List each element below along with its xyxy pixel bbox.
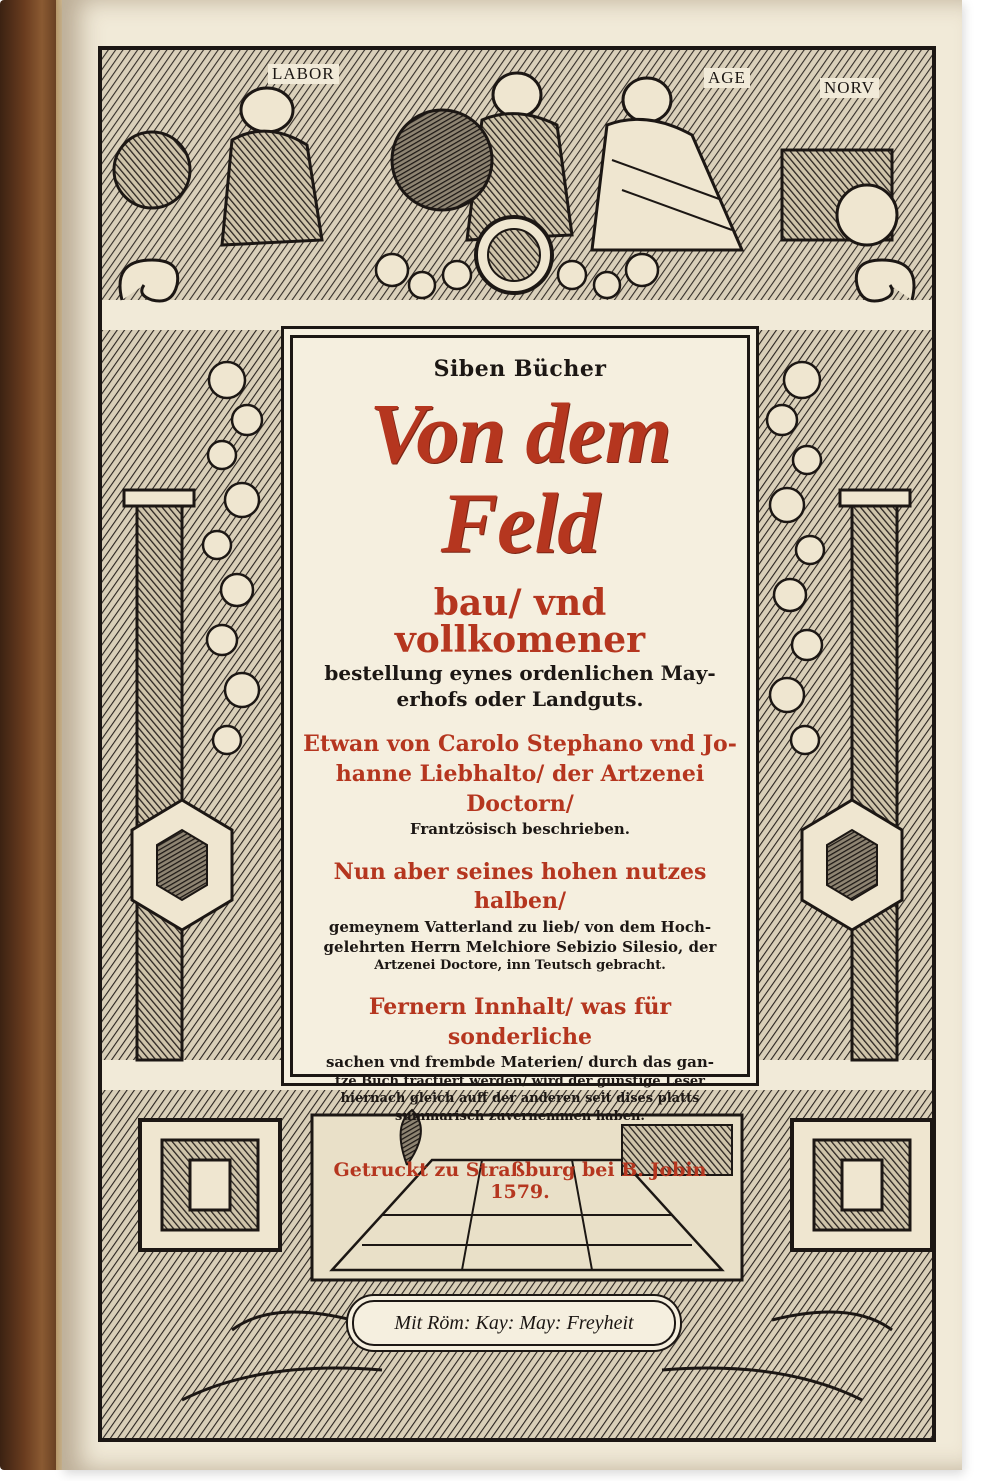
authors-line-3: Frantzösisch beschrieben. — [409, 820, 631, 839]
contents-line-4: hiernach gleich auff der anderen seit dises platts — [340, 1091, 700, 1107]
translation-line-1: Nun aber seines hohen nutzes halben/ — [333, 858, 707, 915]
translation-line-4: Artzenei Doctore, inn Teutsch gebracht. — [374, 958, 666, 974]
translation-line-3: gelehrten Herrn Melchiore Sebizio Silesio, der — [323, 938, 717, 957]
frame-label-labor: LABOR — [268, 64, 339, 84]
title-panel — [290, 335, 750, 1204]
subtitle-line-3: erhofs oder Landguts. — [396, 687, 644, 712]
frame-label-norv: NORV — [820, 78, 879, 98]
contents-line-1: Fernern Innhalt/ was für sonderliche — [368, 993, 672, 1050]
privilege-cartouche: Mit Röm: Kay: May: Freyheit — [352, 1300, 676, 1346]
contents-line-5: summarisch zuvernemmen haben. — [395, 1108, 645, 1124]
contents-line-3: tze Buch tractiert werden/ wird der günstige Leser — [334, 1073, 706, 1089]
subtitle-line-1: bau/ vnd vollkomener — [394, 581, 646, 662]
frame-label-age: AGE — [704, 68, 750, 88]
contents-line-2: sachen vnd frembde Materien/ durch das gan- — [325, 1053, 715, 1072]
authors-line-2: hanne Liebhalto/ der Artzenei Doctorn/ — [335, 760, 705, 817]
header-top: Siben Bücher — [433, 356, 607, 382]
imprint: Getruckt zu Straßburg bei B. Jobin 1579. — [333, 1159, 707, 1204]
subtitle-line-2: bestellung eynes ordenlichen May- — [324, 661, 716, 686]
translation-line-2: gemeynem Vatterland zu lieb/ von dem Hoch- — [328, 917, 712, 936]
main-title: Von dem Feld — [369, 385, 671, 572]
authors-line-1: Etwan von Carolo Stephano vnd Jo- — [303, 731, 737, 758]
